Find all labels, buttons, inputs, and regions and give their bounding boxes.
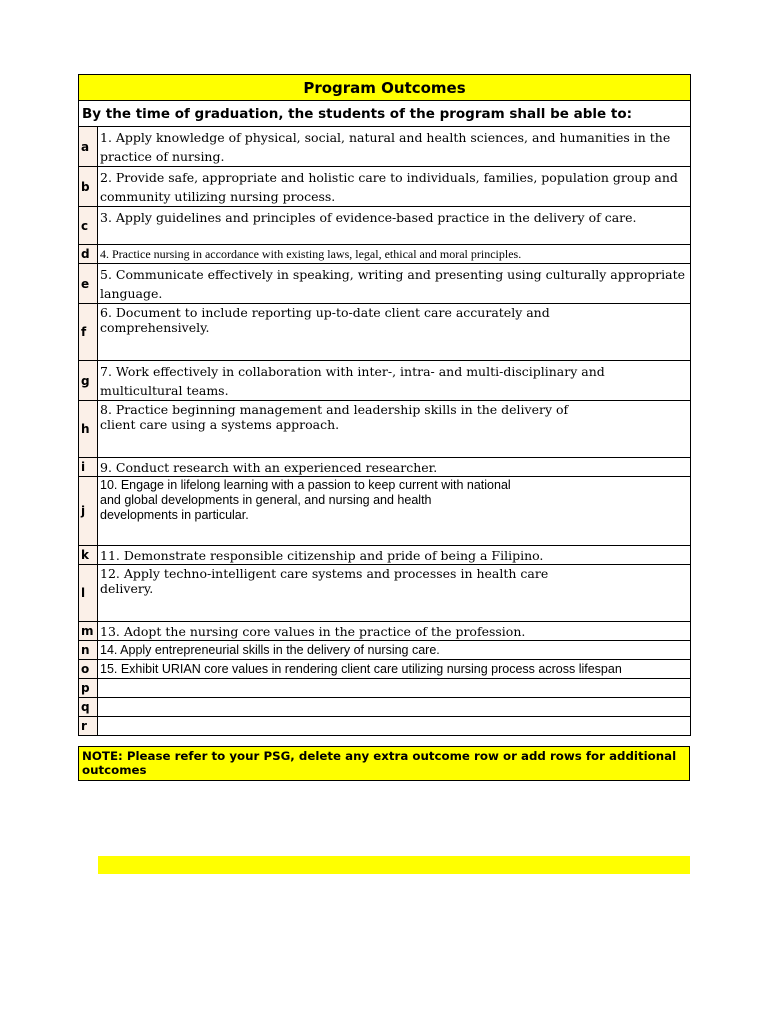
outcome-letter[interactable]: g	[79, 361, 98, 401]
outcome-text[interactable]: 10. Engage in lifelong learning with a passion to keep current with national and global developments in general, and nursing and health developments in particular.	[98, 477, 691, 546]
outcome-text[interactable]: 13. Adopt the nursing core values in the practice of the profession.	[98, 622, 691, 641]
table-row	[79, 477, 691, 546]
table-row	[79, 245, 691, 264]
outcome-letter[interactable]: m	[79, 622, 98, 641]
table-row	[79, 207, 691, 245]
outcome-text[interactable]: 11. Demonstrate responsible citizenship and pride of being a Filipino.	[98, 546, 691, 565]
table-row	[79, 458, 691, 477]
table-row	[79, 127, 691, 167]
program-outcomes-table	[78, 74, 691, 736]
table-title[interactable]: Program Outcomes	[79, 75, 691, 101]
outcome-text[interactable]: 2. Provide safe, appropriate and holistic care to individuals, families, population group and community utilizing nursing process.	[98, 167, 691, 207]
table-row	[79, 679, 691, 698]
outcome-text[interactable]: 6. Document to include reporting up-to-date client care accurately and comprehensively.	[98, 304, 691, 361]
table-intro[interactable]: By the time of graduation, the students of the program shall be able to:	[79, 101, 691, 127]
outcome-text[interactable]: 14. Apply entrepreneurial skills in the delivery of nursing care.	[98, 641, 691, 660]
note-cell[interactable]: NOTE: Please refer to your PSG, delete any extra outcome row or add rows for additional outcomes	[78, 746, 690, 781]
table-row	[79, 622, 691, 641]
outcome-letter[interactable]: o	[79, 660, 98, 679]
table-row	[79, 401, 691, 458]
outcome-text[interactable]: 3. Apply guidelines and principles of evidence-based practice in the delivery of care.	[98, 207, 691, 245]
outcome-letter[interactable]: q	[79, 698, 98, 717]
outcome-letter[interactable]: e	[79, 264, 98, 304]
outcome-text[interactable]: 7. Work effectively in collaboration with inter-, intra- and multi-disciplinary and multicultural teams.	[98, 361, 691, 401]
outcome-letter[interactable]: l	[79, 565, 98, 622]
table-row	[79, 304, 691, 361]
outcome-text[interactable]: 4. Practice nursing in accordance with existing laws, legal, ethical and moral principles.	[98, 245, 691, 264]
table-row	[79, 641, 691, 660]
outcome-letter[interactable]: k	[79, 546, 98, 565]
outcome-text[interactable]: 1. Apply knowledge of physical, social, natural and health sciences, and humanities in the practice of nursing.	[98, 127, 691, 167]
outcome-letter[interactable]: n	[79, 641, 98, 660]
outcome-letter[interactable]: b	[79, 167, 98, 207]
outcome-text[interactable]: 8. Practice beginning management and leadership skills in the delivery of client care using a systems approach.	[98, 401, 691, 458]
table-row	[79, 717, 691, 736]
highlighted-empty-row[interactable]	[98, 856, 690, 874]
outcome-letter[interactable]: i	[79, 458, 98, 477]
outcome-letter[interactable]: f	[79, 304, 98, 361]
outcome-letter[interactable]: r	[79, 717, 98, 736]
outcome-letter[interactable]: c	[79, 207, 98, 245]
outcome-text[interactable]: 15. Exhibit URIAN core values in rendering client care utilizing nursing process across lifespan	[98, 660, 691, 679]
table-row	[79, 565, 691, 622]
outcome-text[interactable]	[98, 717, 691, 736]
table-row	[79, 546, 691, 565]
outcome-letter[interactable]: j	[79, 477, 98, 546]
outcome-text[interactable]	[98, 679, 691, 698]
outcome-text[interactable]	[98, 698, 691, 717]
table-row	[79, 361, 691, 401]
table-row	[79, 660, 691, 679]
outcome-letter[interactable]: a	[79, 127, 98, 167]
outcome-letter[interactable]: p	[79, 679, 98, 698]
outcome-text[interactable]: 5. Communicate effectively in speaking, writing and presenting using culturally appropriate language.	[98, 264, 691, 304]
table-row	[79, 698, 691, 717]
table-row	[79, 167, 691, 207]
outcome-letter[interactable]: d	[79, 245, 98, 264]
table-row	[79, 264, 691, 304]
outcome-text[interactable]: 9. Conduct research with an experienced researcher.	[98, 458, 691, 477]
outcome-text[interactable]: 12. Apply techno-intelligent care systems and processes in health care delivery.	[98, 565, 691, 622]
outcome-letter[interactable]: h	[79, 401, 98, 458]
